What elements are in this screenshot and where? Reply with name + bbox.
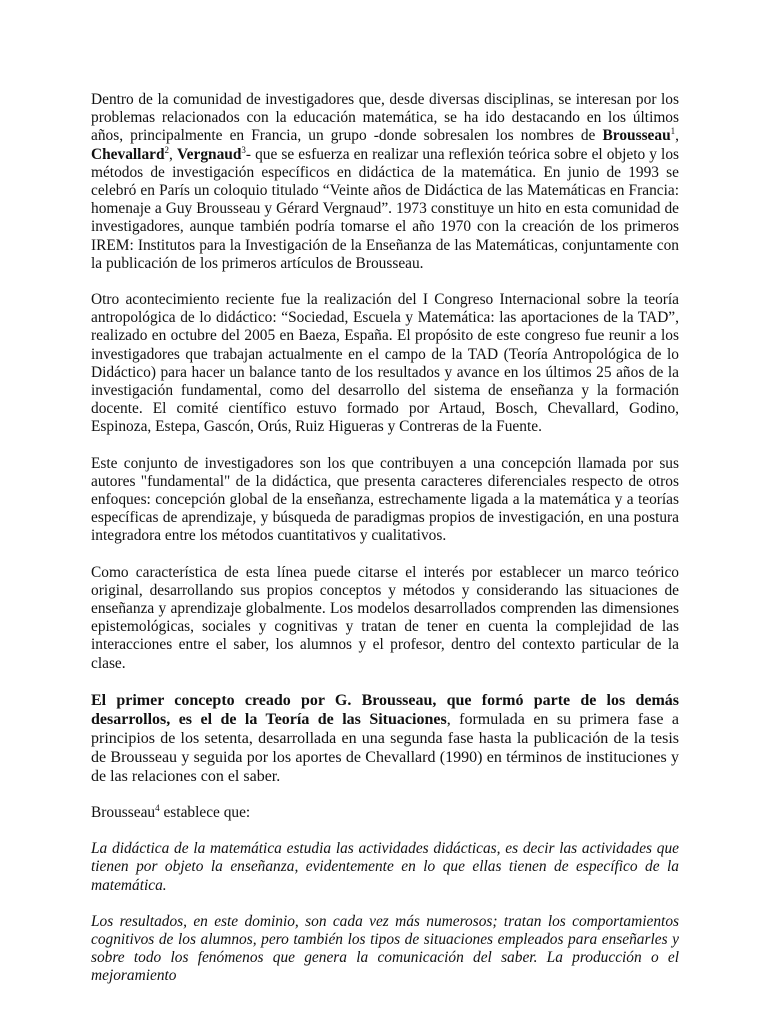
bold-lead-text: El primer concepto creado por G. Brousseau, que formó parte de los demás desarrollos, es el de la Teoría de las Situaciones xyxy=(91,691,679,728)
text-run: , formulada en su primera fase a principios de los setenta, desarrollada en una segunda fase hasta la publicación de la tesis de Brousseau y seguida por los aportes de Chevallard (1990) en términos de instituciones y de las relaciones con el saber. xyxy=(91,710,680,785)
document-page xyxy=(91,91,679,1004)
text-run: - que se esfuerza en realizar una reflexión teórica sobre el objeto y los métodos de investigación específicos en didáctica de la matemática. En junio de 1993 se celebró en París un coloquio titulado “Veinte años de Didáctica de las Matemáticas en Francia: homenaje a Guy Brousseau y Gérard Vergnaud”. 1973 constituye un hito en esta comunidad de investigadores, aunque también podría tomarse el año 1970 con la creación de los primeros IREM: Institutos para la Investigación de la Enseñanza de las Matemáticas, conjuntamente con la publicación de los primeros artículos de Brousseau. xyxy=(91,145,679,272)
paragraph-1 xyxy=(91,91,679,273)
quote-paragraph-2 xyxy=(91,913,679,986)
paragraph-6 xyxy=(91,804,679,822)
author-name-vergnaud: Vergnaud xyxy=(176,145,242,163)
paragraph-3 xyxy=(91,455,679,546)
footnote-ref-1[interactable]: 1 xyxy=(670,126,676,137)
paragraph-5 xyxy=(91,691,679,786)
footnote-ref-4[interactable]: 4 xyxy=(155,802,160,813)
paragraph-2 xyxy=(91,291,679,437)
text-run: La didáctica de la matemática estudia las actividades didácticas, es decir las actividades que tienen por objeto la enseñanza, evidentemente en lo que ellas tienen de específico de la matemática. xyxy=(91,840,679,894)
text-run: , xyxy=(675,127,679,145)
author-name-chevallard: Chevallard xyxy=(91,145,165,163)
quote-paragraph-1 xyxy=(91,840,679,895)
text-run: Este conjunto de investigadores son los que contribuyen a una concepción llamada por sus autores "fundamental" de la didáctica, que presenta caracteres diferenciales respecto de otros enfoques: concepción global de la enseñanza, estrechamente ligada a la matemática y a teorías específicas de aprendizaje, y búsqueda de paradigmas propios de investigación, en una postura integradora entre los métodos cuantitativos y cualitativos. xyxy=(91,454,679,545)
text-run: Otro acontecimiento reciente fue la realización del I Congreso Internacional sobre la teoría antropológica de lo didáctico: “Sociedad, Escuela y Matemática: las aportaciones de la TAD”, realizado en octubre del 2005 en Baeza, España. El propósito de este congreso fue reunir a los investigadores que trabajan actualmente en el campo de la TAD (Teoría Antropológica de lo Didáctico) para hacer un balance tanto de los resultados y avance en los últimos 25 años de la investigación fundamental, como del desarrollo del sistema de enseñanza y la formación docente. El comité científico estuvo formado por Artaud, Bosch, Chevallard, Godino, Espinoza, Estepa, Gascón, Orús, Ruiz Higueras y Contreras de la Fuente. xyxy=(91,291,679,436)
text-run: Los resultados, en este dominio, son cada vez más numerosos; tratan los comportamientos cognitivos de los alumnos, pero también los tipos de situaciones empleados para enseñarles y sobre todo los fenómenos que genera la comunicación del saber. La producción o el mejoramiento xyxy=(91,912,679,985)
text-run: , xyxy=(169,145,177,163)
text-run: Dentro de la comunidad de investigadores que, desde diversas disciplinas, se interesan por los problemas relacionados con la educación matemática, se ha ido destacando en los últimos años, principalmente en Francia, un grupo -donde sobresalen los nombres de xyxy=(91,91,679,145)
author-name-brousseau: Brousseau xyxy=(602,127,671,145)
text-run: Brousseau xyxy=(91,803,156,821)
paragraph-4 xyxy=(91,564,679,673)
footnote-ref-2[interactable]: 2 xyxy=(164,144,170,155)
text-run: establece que: xyxy=(159,803,251,821)
text-run: Como característica de esta línea puede citarse el interés por establecer un marco teórico original, desarrollando sus propios conceptos y métodos y considerando las situaciones de enseñanza y aprendizaje globalmente. Los modelos desarrollados comprenden las dimensiones epistemológicas, sociales y cognitivas y tratan de tener en cuenta la complejidad de las interacciones entre el saber, los alumnos y el profesor, dentro del contexto particular de la clase. xyxy=(91,563,679,672)
footnote-ref-3[interactable]: 3 xyxy=(241,144,246,155)
